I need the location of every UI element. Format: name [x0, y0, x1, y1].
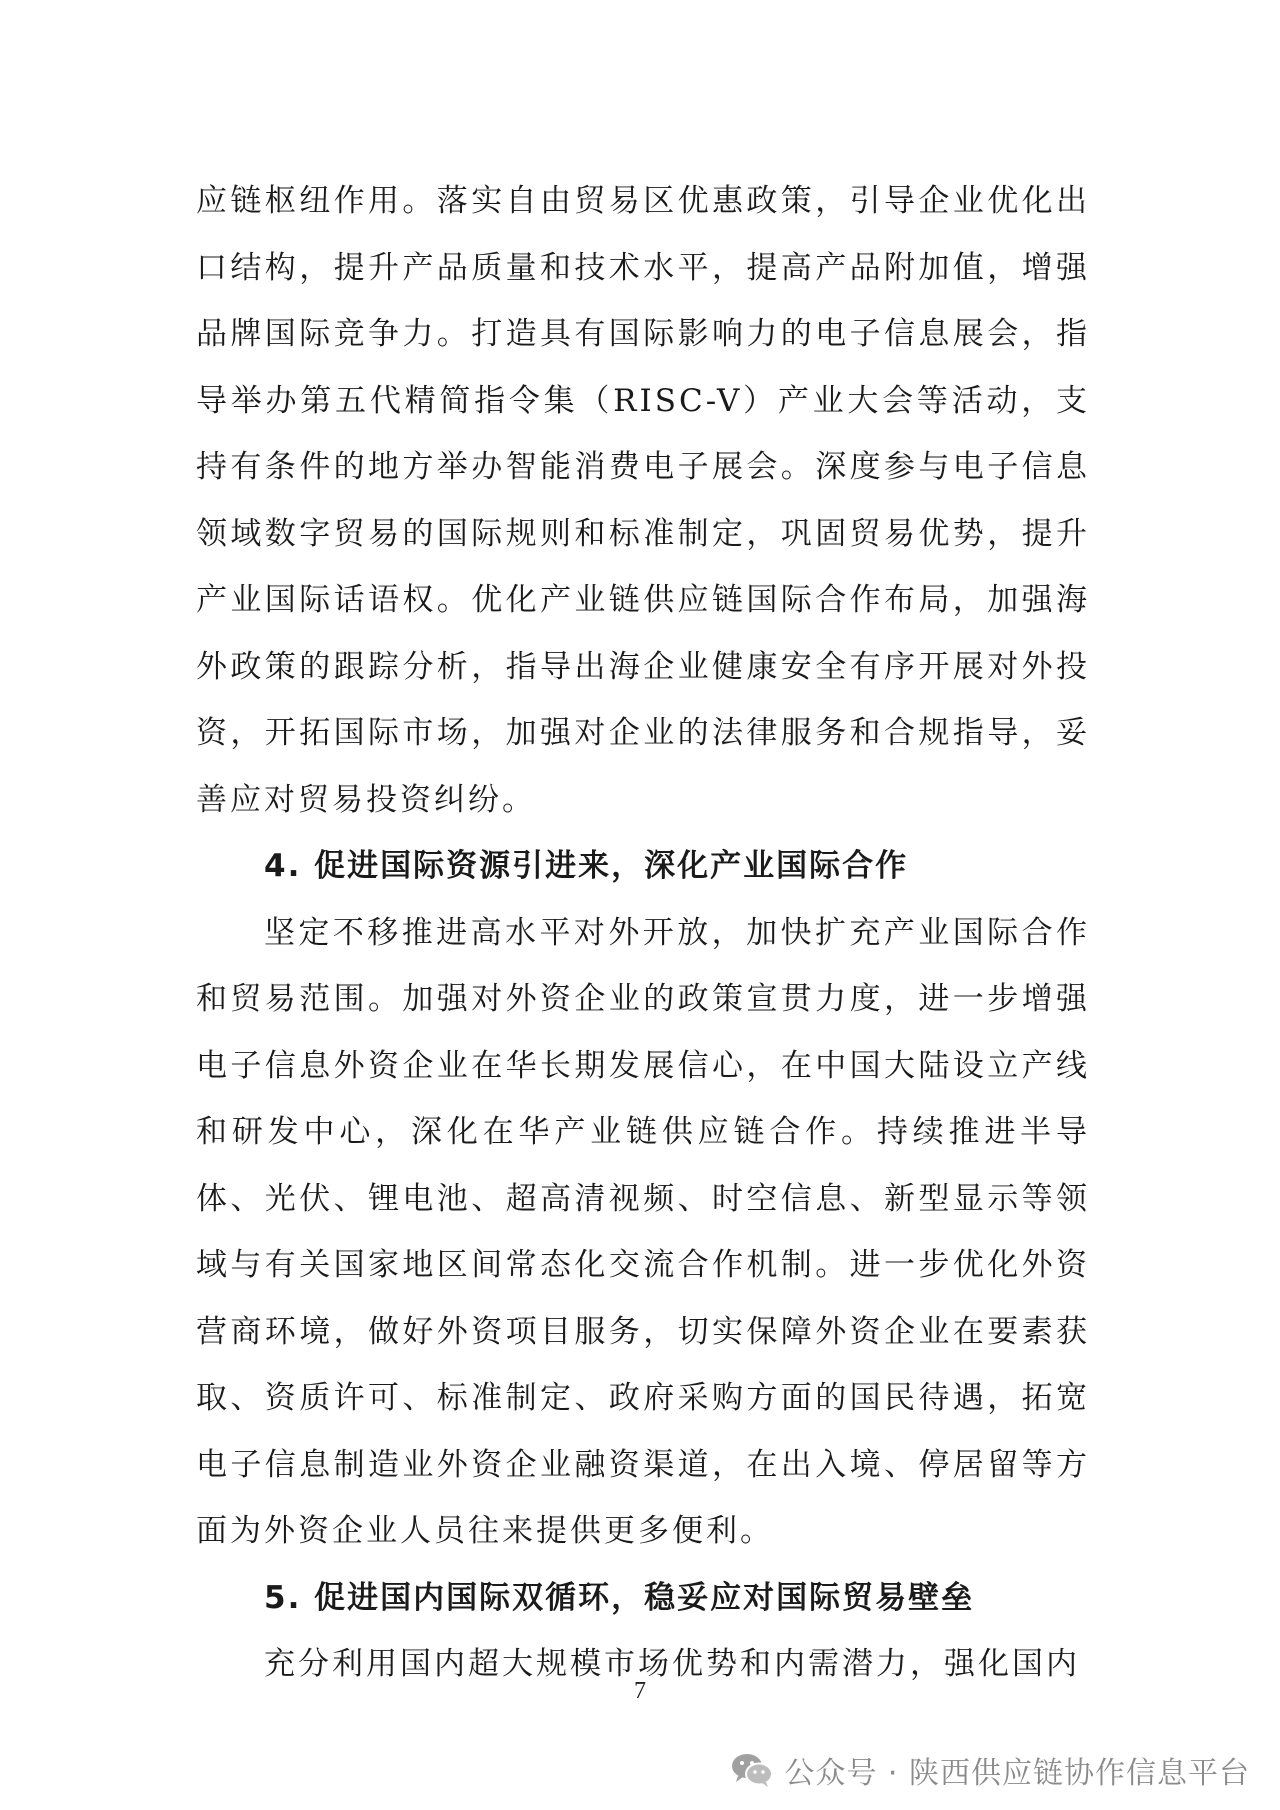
section-heading-4: 4. 促进国际资源引进来，深化产业国际合作: [264, 848, 909, 884]
paragraph-section-4: 坚定不移推进高水平对外开放，加快扩充产业国际合作和贸易范围。加强对外资企业的政策宣贯力度，进一步增强电子信息外资企业在华长期发展信心，在中国大陆设立产线和研发中心，深化在华产业链供应链合作。持续推进半导体、光伏、锂电池、超高清视频、时空信息、新型显示等领域与有关国家地区间常态化交流合作机制。进一步优化外资营商环境，做好外资项目服务，切实保障外资企业在要素获取、资质许可、标准制定、政府采购方面的国民待遇，拓宽电子信息制造业外资企业融资渠道，在出入境、停居留等方面为外资企业人员往来提供更多便利。: [196, 914, 1090, 1549]
paragraph-section-5: 充分利用国内超大规模市场优势和内需潜力，强化国内: [264, 1646, 1080, 1682]
page-number: 7: [634, 1678, 646, 1704]
wechat-icon: [730, 1752, 774, 1788]
watermark-text: 公众号 · 陕西供应链协作信息平台: [784, 1756, 1250, 1791]
paragraph-continuation: 应链枢纽作用。落实自由贸易区优惠政策，引导企业优化出口结构，提升产品质量和技术水平，提高产品附加值，增强品牌国际竞争力。打造具有国际影响力的电子信息展会，指导举办第五代精简指令集（RISC-V）产业大会等活动，支持有条件的地方举办智能消费电子展会。深度参与电子信息领域数字贸易的国际规则和标准制定，巩固贸易优势，提升产业国际话语权。优化产业链供应链国际合作布局，加强海外政策的跟踪分析，指导出海企业健康安全有序开展对外投资，开拓国际市场，加强对企业的法律服务和合规指导，妥善应对贸易投资纠纷。: [196, 183, 1090, 818]
section-heading-5: 5. 促进国内国际双循环，稳妥应对国际贸易壁垒: [264, 1579, 975, 1616]
watermark: [730, 1748, 1250, 1792]
document-body: [196, 168, 1090, 1698]
